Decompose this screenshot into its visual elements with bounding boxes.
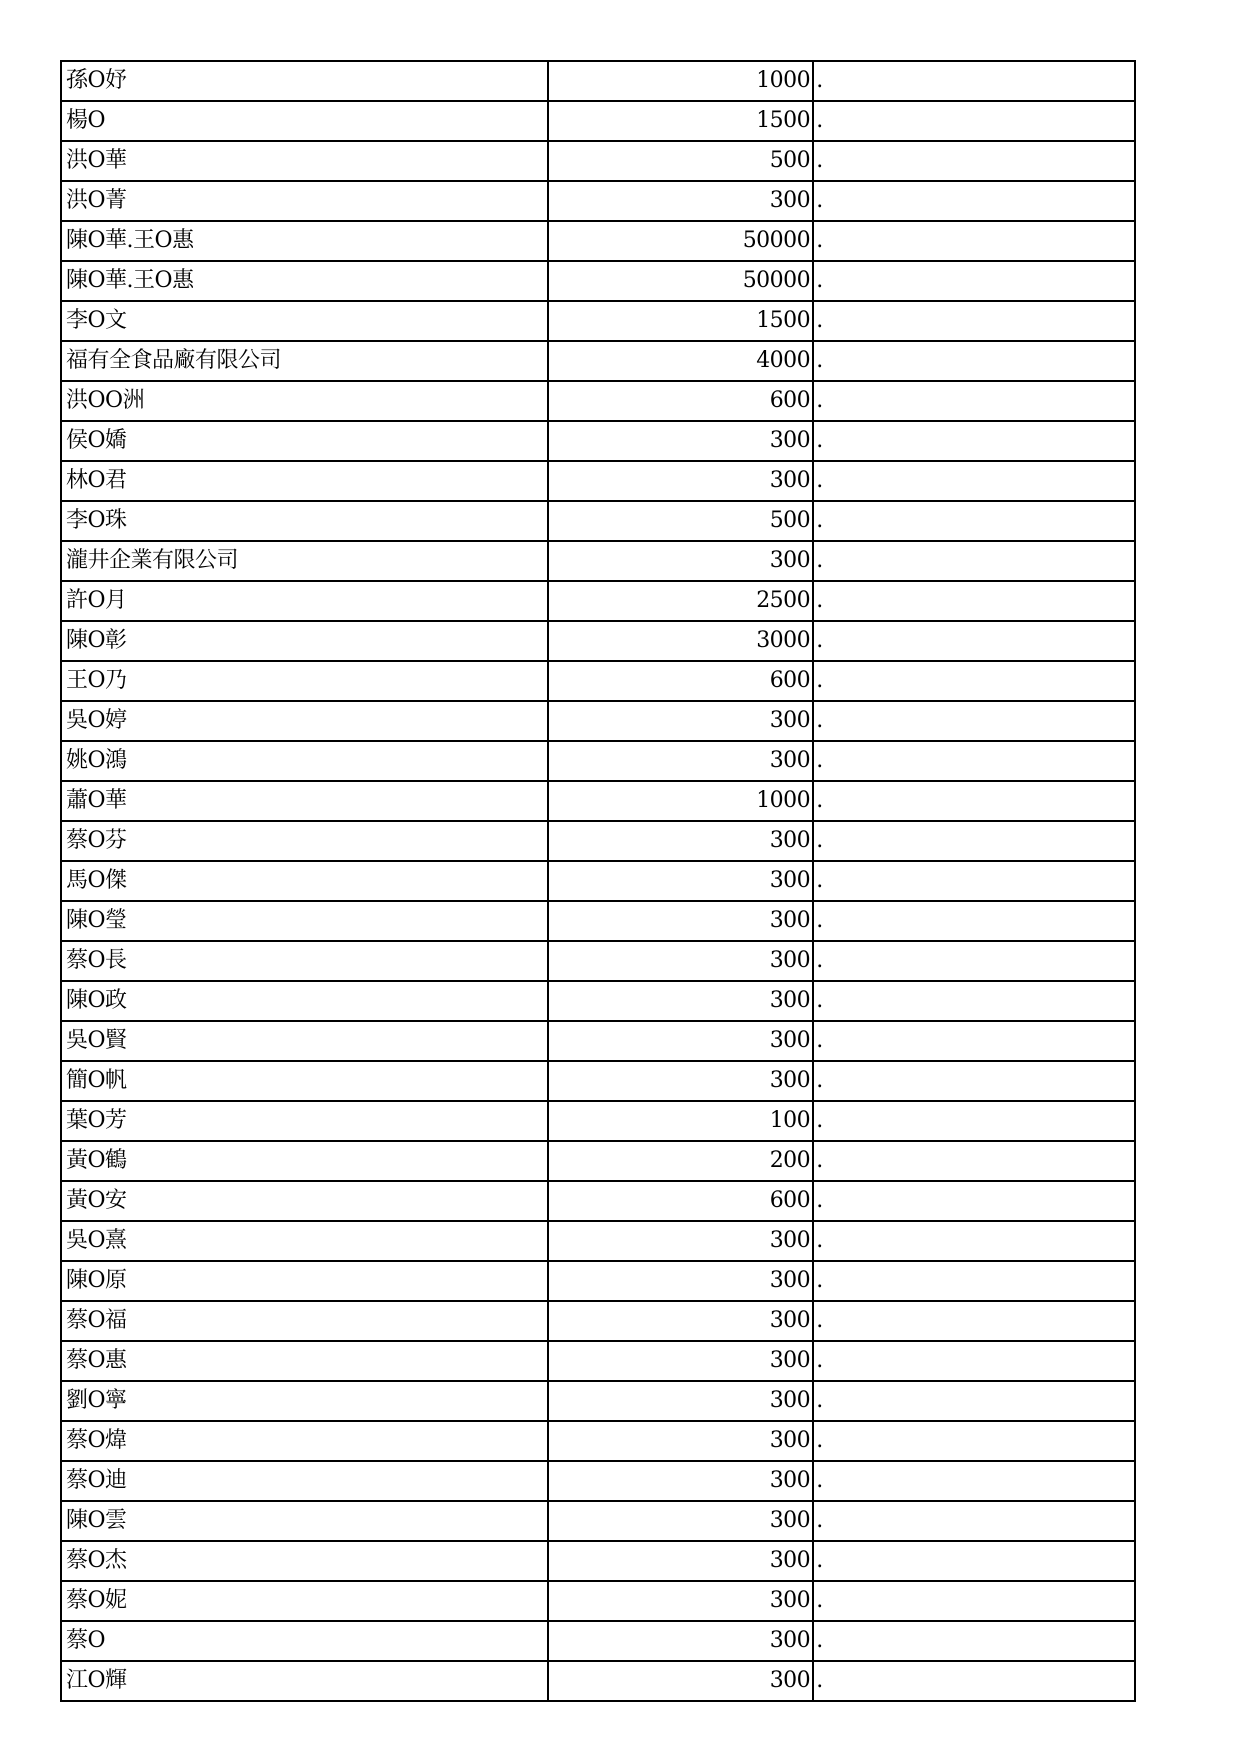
note-cell: . [813, 1581, 1135, 1621]
donation-amount-cell: 300 [548, 1221, 813, 1261]
note-cell: . [813, 1661, 1135, 1701]
table-row [61, 301, 1135, 341]
note-cell: . [813, 381, 1135, 421]
donor-name-cell: 蔡O福 [61, 1301, 548, 1341]
donation-amount-cell: 300 [548, 981, 813, 1021]
note-cell: . [813, 221, 1135, 261]
note-cell: . [813, 901, 1135, 941]
donor-name-cell: 林O君 [61, 461, 548, 501]
note-cell: . [813, 1461, 1135, 1501]
donation-amount-cell: 300 [548, 741, 813, 781]
donation-amount-cell: 300 [548, 941, 813, 981]
table-row [61, 821, 1135, 861]
note-cell: . [813, 261, 1135, 301]
note-cell: . [813, 341, 1135, 381]
donor-name-cell: 蔡O長 [61, 941, 548, 981]
note-cell: . [813, 621, 1135, 661]
note-cell: . [813, 1341, 1135, 1381]
note-cell: . [813, 141, 1135, 181]
donor-name-cell: 陳O瑩 [61, 901, 548, 941]
note-cell: . [813, 781, 1135, 821]
donor-name-cell: 蔡O妮 [61, 1581, 548, 1621]
donation-amount-cell: 3000 [548, 621, 813, 661]
donation-amount-cell: 300 [548, 1381, 813, 1421]
donation-amount-cell: 300 [548, 901, 813, 941]
table-row [61, 861, 1135, 901]
donation-amount-cell: 1000 [548, 61, 813, 101]
donation-amount-cell: 500 [548, 141, 813, 181]
table-row [61, 1461, 1135, 1501]
table-row [61, 261, 1135, 301]
note-cell: . [813, 741, 1135, 781]
note-cell: . [813, 181, 1135, 221]
donation-amount-cell: 300 [548, 421, 813, 461]
donation-amount-cell: 300 [548, 1061, 813, 1101]
note-cell: . [813, 1621, 1135, 1661]
table-row [61, 981, 1135, 1021]
table-row [61, 1421, 1135, 1461]
donation-amount-cell: 200 [548, 1141, 813, 1181]
note-cell: . [813, 1101, 1135, 1141]
note-cell: . [813, 461, 1135, 501]
donor-name-cell: 蔡O惠 [61, 1341, 548, 1381]
donor-name-cell: 蔡O杰 [61, 1541, 548, 1581]
table-row [61, 1661, 1135, 1701]
table-row [61, 1621, 1135, 1661]
note-cell: . [813, 1421, 1135, 1461]
donation-amount-cell: 300 [548, 1341, 813, 1381]
donor-name-cell: 孫O妤 [61, 61, 548, 101]
table-row [61, 701, 1135, 741]
donation-table-body [61, 61, 1135, 1701]
donation-amount-cell: 300 [548, 861, 813, 901]
donor-name-cell: 福有全食品廠有限公司 [61, 341, 548, 381]
note-cell: . [813, 1181, 1135, 1221]
table-row [61, 221, 1135, 261]
donor-name-cell: 陳O雲 [61, 1501, 548, 1541]
donor-name-cell: 許O月 [61, 581, 548, 621]
donation-amount-cell: 300 [548, 541, 813, 581]
table-row [61, 381, 1135, 421]
donation-amount-cell: 1500 [548, 101, 813, 141]
donation-table [60, 60, 1136, 1702]
donor-name-cell: 洪O菁 [61, 181, 548, 221]
table-row [61, 1261, 1135, 1301]
note-cell: . [813, 861, 1135, 901]
donation-amount-cell: 100 [548, 1101, 813, 1141]
donation-amount-cell: 300 [548, 1581, 813, 1621]
note-cell: . [813, 501, 1135, 541]
donor-name-cell: 洪OO洲 [61, 381, 548, 421]
donor-name-cell: 吳O熹 [61, 1221, 548, 1261]
table-row [61, 1061, 1135, 1101]
donor-name-cell: 簡O帆 [61, 1061, 548, 1101]
donor-name-cell: 瀧井企業有限公司 [61, 541, 548, 581]
donor-name-cell: 黃O安 [61, 1181, 548, 1221]
donation-amount-cell: 300 [548, 1621, 813, 1661]
note-cell: . [813, 1141, 1135, 1181]
table-row [61, 1141, 1135, 1181]
donor-name-cell: 王O乃 [61, 661, 548, 701]
donation-amount-cell: 300 [548, 1261, 813, 1301]
donor-name-cell: 蕭O華 [61, 781, 548, 821]
table-row [61, 341, 1135, 381]
note-cell: . [813, 661, 1135, 701]
donor-name-cell: 侯O嬌 [61, 421, 548, 461]
donor-name-cell: 劉O寧 [61, 1381, 548, 1421]
donor-name-cell: 洪O華 [61, 141, 548, 181]
table-row [61, 901, 1135, 941]
table-row [61, 1101, 1135, 1141]
table-row [61, 61, 1135, 101]
donation-amount-cell: 300 [548, 701, 813, 741]
note-cell: . [813, 421, 1135, 461]
donation-amount-cell: 4000 [548, 341, 813, 381]
table-row [61, 101, 1135, 141]
table-row [61, 941, 1135, 981]
note-cell: . [813, 701, 1135, 741]
donor-name-cell: 李O珠 [61, 501, 548, 541]
donation-amount-cell: 300 [548, 461, 813, 501]
donor-name-cell: 馬O傑 [61, 861, 548, 901]
table-row [61, 1501, 1135, 1541]
table-row [61, 461, 1135, 501]
table-row [61, 501, 1135, 541]
donation-amount-cell: 600 [548, 661, 813, 701]
donor-name-cell: 陳O彰 [61, 621, 548, 661]
donation-amount-cell: 50000 [548, 221, 813, 261]
donor-name-cell: 葉O芳 [61, 1101, 548, 1141]
donor-name-cell: 楊O [61, 101, 548, 141]
note-cell: . [813, 1261, 1135, 1301]
donation-amount-cell: 300 [548, 1541, 813, 1581]
donation-amount-cell: 50000 [548, 261, 813, 301]
note-cell: . [813, 1061, 1135, 1101]
table-row [61, 181, 1135, 221]
table-row [61, 1381, 1135, 1421]
table-row [61, 1021, 1135, 1061]
note-cell: . [813, 1541, 1135, 1581]
donor-name-cell: 蔡O芬 [61, 821, 548, 861]
table-row [61, 1581, 1135, 1621]
donor-name-cell: 陳O政 [61, 981, 548, 1021]
note-cell: . [813, 1381, 1135, 1421]
table-row [61, 581, 1135, 621]
donation-amount-cell: 300 [548, 1661, 813, 1701]
note-cell: . [813, 1021, 1135, 1061]
table-row [61, 1221, 1135, 1261]
table-row [61, 1301, 1135, 1341]
donation-amount-cell: 300 [548, 821, 813, 861]
table-row [61, 741, 1135, 781]
donation-amount-cell: 300 [548, 1421, 813, 1461]
note-cell: . [813, 1501, 1135, 1541]
donation-amount-cell: 300 [548, 1301, 813, 1341]
note-cell: . [813, 1221, 1135, 1261]
table-row [61, 141, 1135, 181]
table-row [61, 1341, 1135, 1381]
note-cell: . [813, 941, 1135, 981]
donor-name-cell: 吳O賢 [61, 1021, 548, 1061]
note-cell: . [813, 101, 1135, 141]
donor-name-cell: 黃O鶴 [61, 1141, 548, 1181]
note-cell: . [813, 981, 1135, 1021]
donation-amount-cell: 300 [548, 1501, 813, 1541]
donor-name-cell: 陳O原 [61, 1261, 548, 1301]
donor-name-cell: 蔡O煒 [61, 1421, 548, 1461]
note-cell: . [813, 1301, 1135, 1341]
donation-amount-cell: 600 [548, 381, 813, 421]
note-cell: . [813, 301, 1135, 341]
table-row [61, 661, 1135, 701]
table-row [61, 621, 1135, 661]
note-cell: . [813, 61, 1135, 101]
table-row [61, 421, 1135, 461]
donation-amount-cell: 2500 [548, 581, 813, 621]
donation-amount-cell: 600 [548, 1181, 813, 1221]
donor-name-cell: 江O輝 [61, 1661, 548, 1701]
donor-name-cell: 蔡O [61, 1621, 548, 1661]
table-row [61, 1181, 1135, 1221]
note-cell: . [813, 821, 1135, 861]
donation-amount-cell: 300 [548, 1461, 813, 1501]
donation-amount-cell: 500 [548, 501, 813, 541]
donor-name-cell: 陳O華.王O惠 [61, 221, 548, 261]
note-cell: . [813, 541, 1135, 581]
table-row [61, 1541, 1135, 1581]
donation-amount-cell: 300 [548, 181, 813, 221]
table-row [61, 781, 1135, 821]
donor-name-cell: 陳O華.王O惠 [61, 261, 548, 301]
note-cell: . [813, 581, 1135, 621]
donor-name-cell: 吳O婷 [61, 701, 548, 741]
donation-amount-cell: 1000 [548, 781, 813, 821]
donation-amount-cell: 1500 [548, 301, 813, 341]
table-row [61, 541, 1135, 581]
donation-amount-cell: 300 [548, 1021, 813, 1061]
donor-name-cell: 李O文 [61, 301, 548, 341]
donor-name-cell: 姚O鴻 [61, 741, 548, 781]
donor-name-cell: 蔡O迪 [61, 1461, 548, 1501]
